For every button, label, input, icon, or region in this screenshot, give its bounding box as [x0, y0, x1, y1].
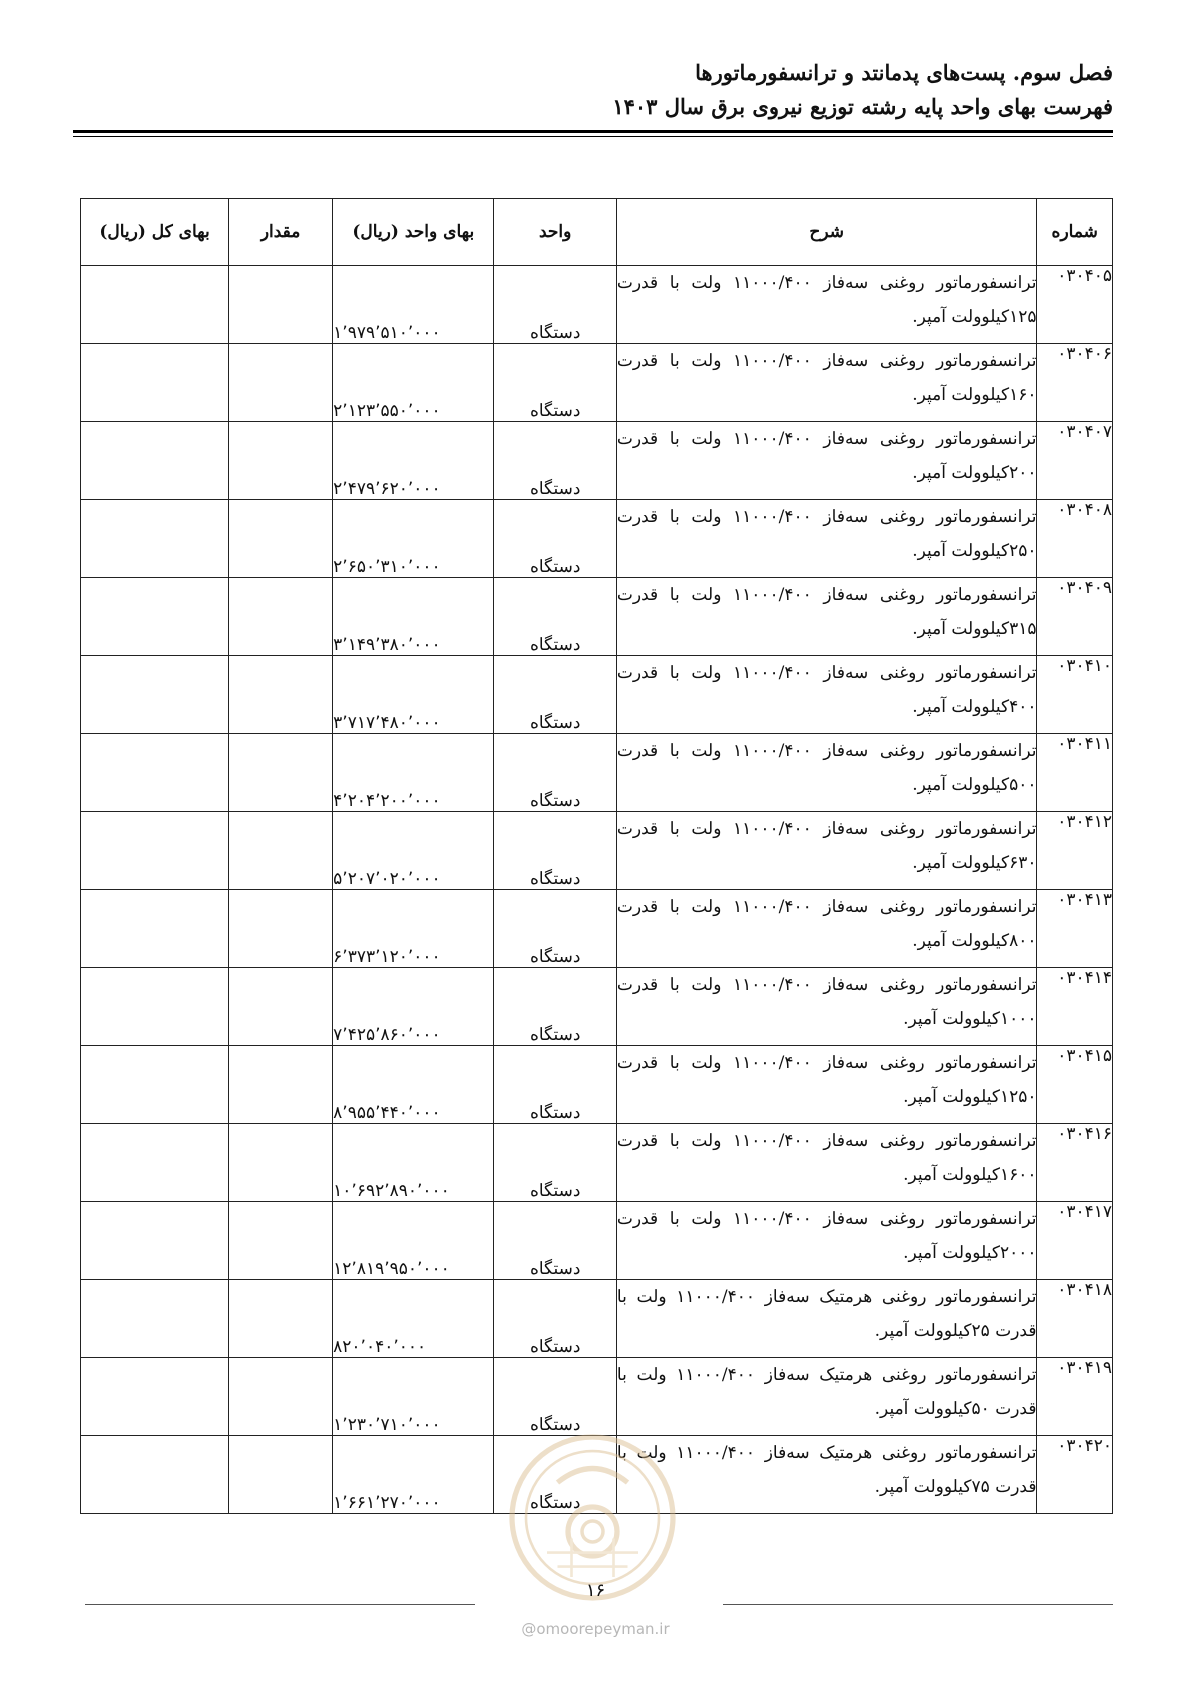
item-quantity: [229, 968, 333, 1046]
item-unit: دستگاه: [494, 1202, 616, 1280]
table-row: [81, 422, 1113, 500]
col-header-description: شرح: [616, 199, 1037, 266]
item-description: ترانسفورماتور روغنی سه‌فاز ۱۱۰۰۰/۴۰۰ ولت با قدرت ۱۶۰کیلوولت آمپر.: [616, 344, 1037, 422]
price-table: [80, 198, 1113, 1514]
item-number: ۰۳۰۴۲۰: [1037, 1436, 1113, 1514]
item-number: ۰۳۰۴۰۹: [1037, 578, 1113, 656]
table-row: [81, 1124, 1113, 1202]
item-description: ترانسفورماتور روغنی هرمتیک سه‌فاز ۱۱۰۰۰/۴۰۰ ولت با قدرت ۵۰کیلوولت آمپر.: [616, 1358, 1037, 1436]
item-quantity: [229, 890, 333, 968]
item-quantity: [229, 500, 333, 578]
item-unit: دستگاه: [494, 1124, 616, 1202]
item-unit-price: ۳٬۷۱۷٬۴۸۰٬۰۰۰: [333, 656, 494, 734]
publisher-seal-watermark: [505, 1430, 680, 1605]
item-quantity: [229, 1280, 333, 1358]
item-unit: دستگاه: [494, 266, 616, 344]
item-unit-price: ۲٬۶۵۰٬۳۱۰٬۰۰۰: [333, 500, 494, 578]
col-header-total-price: بهای کل (ریال): [81, 199, 229, 266]
item-description: ترانسفورماتور روغنی سه‌فاز ۱۱۰۰۰/۴۰۰ ولت با قدرت ۱۶۰۰کیلوولت آمپر.: [616, 1124, 1037, 1202]
item-unit: دستگاه: [494, 812, 616, 890]
item-total-price: [81, 578, 229, 656]
item-unit: دستگاه: [494, 1436, 616, 1514]
item-quantity: [229, 812, 333, 890]
item-number: ۰۳۰۴۱۹: [1037, 1358, 1113, 1436]
col-header-number: شماره: [1037, 199, 1113, 266]
item-number: ۰۳۰۴۱۷: [1037, 1202, 1113, 1280]
item-unit: دستگاه: [494, 344, 616, 422]
document-title: فهرست بهای واحد پایه رشته توزیع نیروی برق سال ۱۴۰۳: [612, 94, 1113, 119]
table-row: [81, 344, 1113, 422]
item-number: ۰۳۰۴۰۷: [1037, 422, 1113, 500]
table-row: [81, 1280, 1113, 1358]
item-number: ۰۳۰۴۰۶: [1037, 344, 1113, 422]
item-unit-price: ۲٬۴۷۹٬۶۲۰٬۰۰۰: [333, 422, 494, 500]
item-total-price: [81, 1436, 229, 1514]
page-header: [73, 58, 1113, 122]
chapter-title: فصل سوم. پست‌های پدمانتد و ترانسفورماتورها: [695, 60, 1113, 85]
item-quantity: [229, 344, 333, 422]
item-description: ترانسفورماتور روغنی سه‌فاز ۱۱۰۰۰/۴۰۰ ولت با قدرت ۱۰۰۰کیلوولت آمپر.: [616, 968, 1037, 1046]
header-rule-thick: [73, 130, 1113, 133]
item-unit: دستگاه: [494, 500, 616, 578]
item-number: ۰۳۰۴۰۸: [1037, 500, 1113, 578]
item-total-price: [81, 890, 229, 968]
table-row: [81, 812, 1113, 890]
item-description: ترانسفورماتور روغنی سه‌فاز ۱۱۰۰۰/۴۰۰ ولت با قدرت ۵۰۰کیلوولت آمپر.: [616, 734, 1037, 812]
item-description: ترانسفورماتور روغنی سه‌فاز ۱۱۰۰۰/۴۰۰ ولت با قدرت ۳۱۵کیلوولت آمپر.: [616, 578, 1037, 656]
item-quantity: [229, 578, 333, 656]
item-number: ۰۳۰۴۱۴: [1037, 968, 1113, 1046]
table-row: [81, 968, 1113, 1046]
table-row: [81, 1046, 1113, 1124]
item-description: ترانسفورماتور روغنی سه‌فاز ۱۱۰۰۰/۴۰۰ ولت با قدرت ۴۰۰کیلوولت آمپر.: [616, 656, 1037, 734]
item-unit: دستگاه: [494, 1280, 616, 1358]
item-description: ترانسفورماتور روغنی هرمتیک سه‌فاز ۱۱۰۰۰/۴۰۰ ولت با قدرت ۲۵کیلوولت آمپر.: [616, 1280, 1037, 1358]
item-quantity: [229, 266, 333, 344]
table-row: [81, 734, 1113, 812]
item-total-price: [81, 266, 229, 344]
item-unit: دستگاه: [494, 422, 616, 500]
table-row: [81, 500, 1113, 578]
col-header-quantity: مقدار: [229, 199, 333, 266]
item-unit: دستگاه: [494, 1046, 616, 1124]
item-description: ترانسفورماتور روغنی سه‌فاز ۱۱۰۰۰/۴۰۰ ولت با قدرت ۱۲۵کیلوولت آمپر.: [616, 266, 1037, 344]
page-number: ۱۶: [585, 1580, 606, 1601]
item-total-price: [81, 344, 229, 422]
table-row: [81, 266, 1113, 344]
item-unit-price: ۱٬۹۷۹٬۵۱۰٬۰۰۰: [333, 266, 494, 344]
item-description: ترانسفورماتور روغنی سه‌فاز ۱۱۰۰۰/۴۰۰ ولت با قدرت ۲۵۰کیلوولت آمپر.: [616, 500, 1037, 578]
item-description: ترانسفورماتور روغنی سه‌فاز ۱۱۰۰۰/۴۰۰ ولت با قدرت ۱۲۵۰کیلوولت آمپر.: [616, 1046, 1037, 1124]
item-number: ۰۳۰۴۱۰: [1037, 656, 1113, 734]
table-row: [81, 578, 1113, 656]
item-unit-price: ۱۰٬۶۹۲٬۸۹۰٬۰۰۰: [333, 1124, 494, 1202]
item-number: ۰۳۰۴۱۳: [1037, 890, 1113, 968]
item-description: ترانسفورماتور روغنی سه‌فاز ۱۱۰۰۰/۴۰۰ ولت با قدرت ۲۰۰۰کیلوولت آمپر.: [616, 1202, 1037, 1280]
col-header-unit-price: بهای واحد (ریال): [333, 199, 494, 266]
item-number: ۰۳۰۴۱۵: [1037, 1046, 1113, 1124]
item-total-price: [81, 1280, 229, 1358]
item-unit-price: ۱٬۶۶۱٬۲۷۰٬۰۰۰: [333, 1436, 494, 1514]
table-row: [81, 656, 1113, 734]
item-number: ۰۳۰۴۱۶: [1037, 1124, 1113, 1202]
item-description: ترانسفورماتور روغنی سه‌فاز ۱۱۰۰۰/۴۰۰ ولت با قدرت ۲۰۰کیلوولت آمپر.: [616, 422, 1037, 500]
item-total-price: [81, 656, 229, 734]
footer-rule-right: [723, 1604, 1113, 1605]
header-rule-thin: [73, 136, 1113, 137]
item-total-price: [81, 1358, 229, 1436]
item-total-price: [81, 1124, 229, 1202]
table-row: [81, 1202, 1113, 1280]
footer-rule-left: [85, 1604, 475, 1605]
item-quantity: [229, 656, 333, 734]
item-number: ۰۳۰۴۱۸: [1037, 1280, 1113, 1358]
item-total-price: [81, 500, 229, 578]
item-unit: دستگاه: [494, 1358, 616, 1436]
item-unit-price: ۲٬۱۲۳٬۵۵۰٬۰۰۰: [333, 344, 494, 422]
item-unit-price: ۴٬۲۰۴٬۲۰۰٬۰۰۰: [333, 734, 494, 812]
table-header-row: [81, 199, 1113, 266]
item-total-price: [81, 1202, 229, 1280]
item-description: ترانسفورماتور روغنی هرمتیک سه‌فاز ۱۱۰۰۰/۴۰۰ ولت با قدرت ۷۵کیلوولت آمپر.: [616, 1436, 1037, 1514]
item-total-price: [81, 812, 229, 890]
item-unit-price: ۶٬۳۷۳٬۱۲۰٬۰۰۰: [333, 890, 494, 968]
item-unit-price: ۱۲٬۸۱۹٬۹۵۰٬۰۰۰: [333, 1202, 494, 1280]
item-total-price: [81, 968, 229, 1046]
item-unit: دستگاه: [494, 968, 616, 1046]
item-unit-price: ۳٬۱۴۹٬۳۸۰٬۰۰۰: [333, 578, 494, 656]
item-description: ترانسفورماتور روغنی سه‌فاز ۱۱۰۰۰/۴۰۰ ولت با قدرت ۸۰۰کیلوولت آمپر.: [616, 890, 1037, 968]
item-unit-price: ۸٬۹۵۵٬۴۴۰٬۰۰۰: [333, 1046, 494, 1124]
item-number: ۰۳۰۴۰۵: [1037, 266, 1113, 344]
item-unit-price: ۱٬۲۳۰٬۷۱۰٬۰۰۰: [333, 1358, 494, 1436]
col-header-unit: واحد: [494, 199, 616, 266]
item-total-price: [81, 422, 229, 500]
item-unit-price: ۸۲۰٬۰۴۰٬۰۰۰: [333, 1280, 494, 1358]
item-quantity: [229, 1436, 333, 1514]
item-quantity: [229, 422, 333, 500]
item-quantity: [229, 734, 333, 812]
item-unit: دستگاه: [494, 578, 616, 656]
item-unit-price: ۷٬۴۲۵٬۸۶۰٬۰۰۰: [333, 968, 494, 1046]
item-unit-price: ۵٬۲۰۷٬۰۲۰٬۰۰۰: [333, 812, 494, 890]
item-number: ۰۳۰۴۱۱: [1037, 734, 1113, 812]
item-quantity: [229, 1202, 333, 1280]
item-unit: دستگاه: [494, 656, 616, 734]
item-total-price: [81, 1046, 229, 1124]
item-quantity: [229, 1046, 333, 1124]
item-total-price: [81, 734, 229, 812]
item-description: ترانسفورماتور روغنی سه‌فاز ۱۱۰۰۰/۴۰۰ ولت با قدرت ۶۳۰کیلوولت آمپر.: [616, 812, 1037, 890]
table-row: [81, 890, 1113, 968]
table-row: [81, 1358, 1113, 1436]
item-quantity: [229, 1358, 333, 1436]
site-watermark: @omoorepeyman.ir: [521, 1620, 670, 1638]
item-number: ۰۳۰۴۱۲: [1037, 812, 1113, 890]
item-quantity: [229, 1124, 333, 1202]
item-unit: دستگاه: [494, 734, 616, 812]
item-unit: دستگاه: [494, 890, 616, 968]
